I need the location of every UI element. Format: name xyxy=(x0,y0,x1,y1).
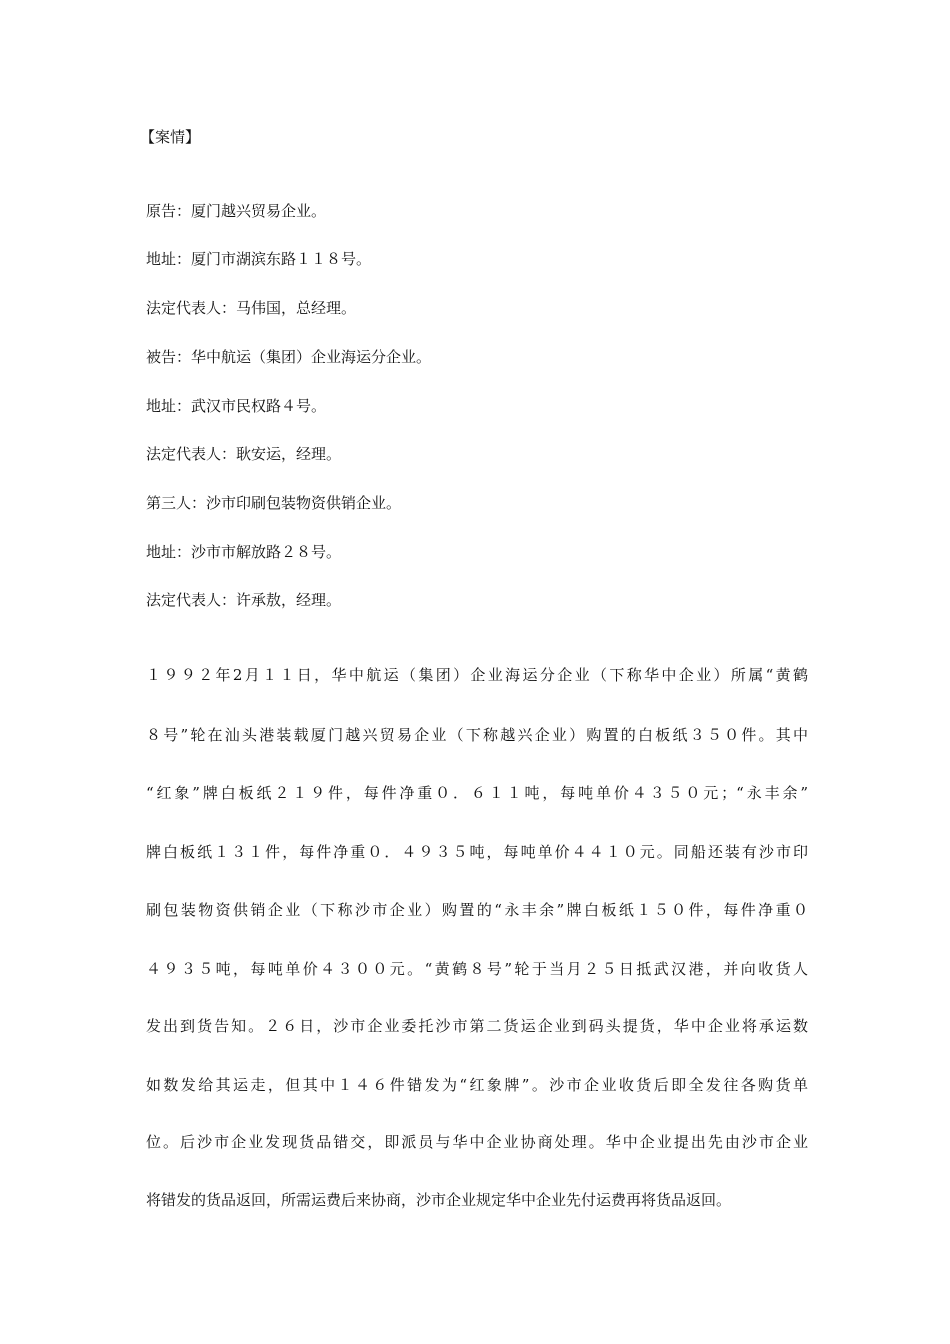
plaintiff-representative-line: 法定代表人：马伟国，总经理。 xyxy=(146,299,357,317)
body-text-line: 牌白板纸１３１件，每件净重０．４９３５吨，每吨单价４４１０元。同船还装有沙市印 xyxy=(146,843,808,861)
defendant-representative-line: 法定代表人：耿安运，经理。 xyxy=(146,445,342,463)
body-text-line: 位。后沙市企业发现货品错交，即派员与华中企业协商处理。华中企业提出先由沙市企业 xyxy=(146,1133,808,1151)
body-text-line: １９９２年2月１１日，华中航运（集团）企业海运分企业（下称华中企业）所属“黄鹤 xyxy=(146,666,808,684)
body-text-line: 如数发给其运走，但其中１４６件错发为“红象牌”。沙市企业收货后即全发往各购货单 xyxy=(146,1076,808,1094)
body-text-line: ８号”轮在汕头港装载厦门越兴贸易企业（下称越兴企业）购置的白板纸３５０件。其中 xyxy=(146,726,808,744)
third-party-line: 第三人：沙市印刷包装物资供销企业。 xyxy=(146,494,402,512)
third-party-representative-line: 法定代表人：许承敖，经理。 xyxy=(146,591,342,609)
body-text-line: “红象”牌白板纸２１９件，每件净重０．６１１吨，每吨单价４３５０元；“永丰余” xyxy=(146,784,808,802)
body-text-line: ４９３５吨，每吨单价４３００元。“黄鹤８号”轮于当月２５日抵武汉港，并向收货人 xyxy=(146,960,808,978)
defendant-line: 被告：华中航运（集团）企业海运分企业。 xyxy=(146,348,432,366)
third-party-address-line: 地址：沙市市解放路２８号。 xyxy=(146,543,342,561)
body-text-line: 将错发的货品返回，所需运费后来协商，沙市企业规定华中企业先付运费再将货品返回。 xyxy=(146,1191,732,1209)
body-text-line: 刷包装物资供销企业（下称沙市企业）购置的“永丰余”牌白板纸１５０件，每件净重０ xyxy=(146,901,808,919)
defendant-address-line: 地址：武汉市民权路４号。 xyxy=(146,397,327,415)
body-text-line: 发出到货告知。２６日，沙市企业委托沙市第二货运企业到码头提货，华中企业将承运数 xyxy=(146,1017,808,1035)
plaintiff-address-line: 地址：厦门市湖滨东路１１８号。 xyxy=(146,250,372,268)
section-heading: 【案情】 xyxy=(140,128,201,146)
plaintiff-line: 原告：厦门越兴贸易企业。 xyxy=(146,202,327,220)
